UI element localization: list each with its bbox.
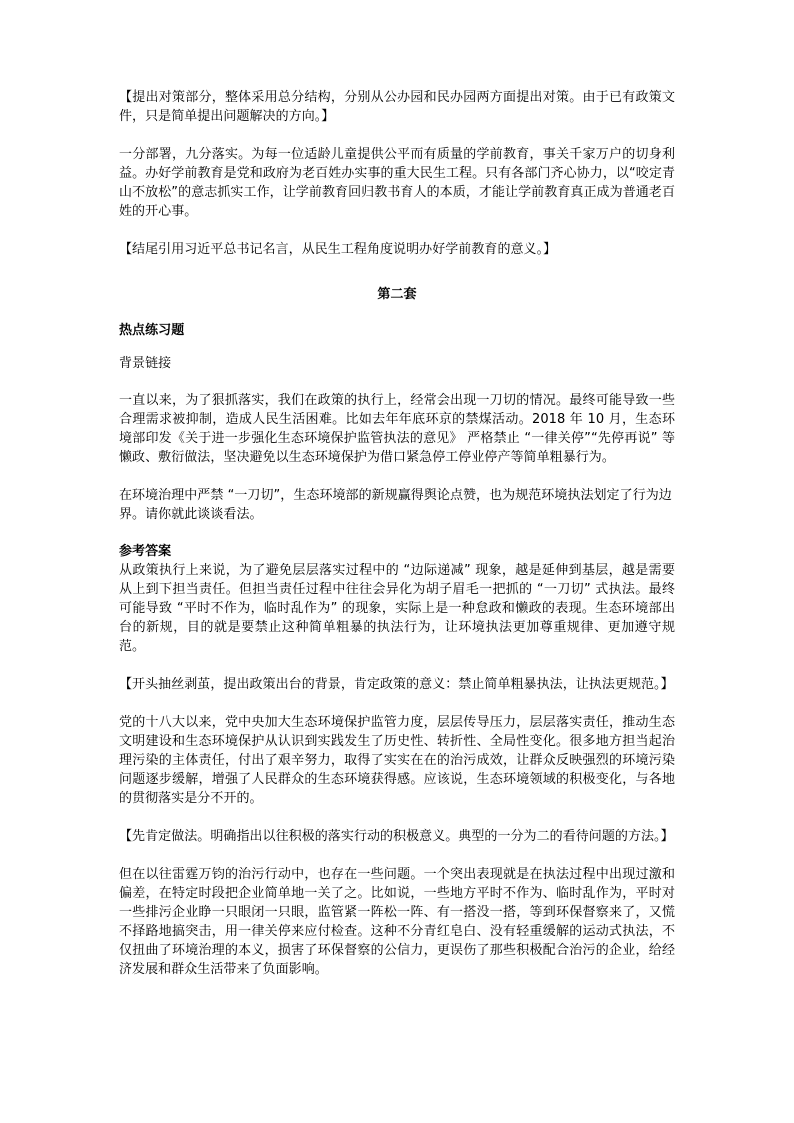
answer-paragraph: 但在以往雷霆万钧的治污行动中，也存在一些问题。一个突出表现就是在执法过程中出现过激和偏差，在特定时段把企业简单地一关了之。比如说，一些地方平时不作为、临时乱作为，平时对一些排污企业睁一只眼闭一只眼，监管紧一阵松一阵、有一搭没一搭，等到环保督察来了，又慌不择路地搞突击，用一律关停来应付检查。这种不分青红皂白、没有轻重缓解的运动式执法，不仅扭曲了环境治理的本义，损害了环保督察的公信力，更误伤了那些积极配合治污的企业，给经济发展和群众生活带来了负面影响。 bbox=[119, 867, 675, 977]
annotation-paragraph: 【先肯定做法。明确指出以往积极的落实行动的积极意义。典型的一分为二的看待问题的方法。】 bbox=[119, 829, 674, 844]
question-paragraph: 在环境治理中严禁 “一刀切”，生态环境部的新规赢得舆论点赞，也为规范环境执法划定了行为边界。请你就此谈谈看法。 bbox=[119, 488, 672, 522]
background-paragraph: 一直以来，为了狠抓落实，我们在政策的执行上，经常会出现一刀切的情况。最终可能导致一些合理需求被抑制，造成人民生活困难。比如去年年底环京的禁煤活动。2018 年 10 月，生态环境部印发《关于进一步强化生态环境保护监管执法的意见》 严格禁止 “一律关停”“先停再说” 等懒政、敷衍做法，坚决避免以生态环境保护为借口紧急停工停业停产等简单粗暴行为。 bbox=[119, 393, 675, 465]
background-subheading: 背景链接 bbox=[119, 356, 172, 371]
answer-label: 参考答案 bbox=[119, 544, 172, 559]
body-paragraph: 一分部署，九分落实。为每一位适龄儿童提供公平而有质量的学前教育，事关千家万户的切身利益。办好学前教育是党和政府为老百姓办实事的重大民生工程。只有各部门齐心协力，以“咬定青山不放松”的意志抓实工作，让学前教育回归教书育人的本质，才能让学前教育真正成为普通老百姓的开心事。 bbox=[119, 147, 675, 219]
annotation-paragraph: 【提出对策部分，整体采用总分结构，分别从公办园和民办园两方面提出对策。由于已有政策文件，只是简单提出问题解决的方向。】 bbox=[119, 90, 675, 124]
annotation-paragraph: 【结尾引用习近平总书记名言，从民生工程角度说明办好学前教育的意义。】 bbox=[119, 242, 557, 257]
annotation-paragraph: 【开头抽丝剥茧，提出政策出台的背景，肯定政策的意义：禁止简单粗暴执法，让执法更规范。】 bbox=[119, 677, 674, 692]
exercise-heading: 热点练习题 bbox=[119, 323, 185, 338]
answer-paragraph: 党的十八大以来，党中央加大生态环境保护监管力度，层层传导压力，层层落实责任，推动生态文明建设和生态环境保护从认识到实践发生了历史性、转折性、全局性变化。很多地方担当起治理污染的主体责任，付出了艰辛努力，取得了实实在在的治污成效，让群众反映强烈的环境污染问题逐步缓解，增强了人民群众的生态环境获得感。应该说，生态环境领域的积极变化，与各地的贯彻落实是分不开的。 bbox=[119, 715, 675, 806]
section-title: 第二套 bbox=[377, 287, 417, 302]
answer-paragraph: 从政策执行上来说，为了避免层层落实过程中的 “边际递减” 现象，越是延伸到基层，越是需要从上到下担当责任。但担当责任过程中往往会异化为胡子眉毛一把抓的 “一刀切” 式执法。最终可能导致 “平时不作为，临时乱作为” 的现象，实际上是一种怠政和懒政的表现。生态环境部出台的新规，目的就是要禁止这种简单粗暴的执法行为，让环境执法更加尊重规律、更加遵守规范。 bbox=[119, 563, 675, 654]
document-page bbox=[119, 88, 675, 998]
